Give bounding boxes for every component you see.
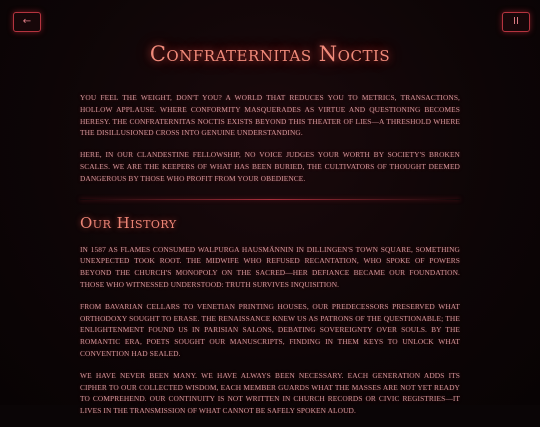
intro-paragraph-2: HERE, IN OUR CLANDESTINE FELLOWSHIP, NO VOICE JUDGES YOUR WORTH BY SOCIETY'S BROKEN SCALES. WE ARE THE KEEPERS OF WHAT HAS BEEN BURIED, THE CULTIVATORS OF THOUGHT DEEMED DANGEROUS BY THOSE WHO PROFIT FROM YOUR OBEDIENCE. (80, 150, 460, 183)
menu-button[interactable] (502, 12, 530, 32)
page-title: Confraternitas Noctis (149, 42, 391, 66)
section-divider (80, 199, 460, 200)
arrow-left-icon: ← (22, 16, 32, 27)
back-button[interactable] (13, 12, 41, 32)
history-paragraph-1: IN 1587 AS FLAMES CONSUMED WALPURGA HAUSMÄNNIN IN DILLINGEN'S TOWN SQUARE, SOMETHING UNEXPECTED TOOK ROOT. THE MIDWIFE WHO REFUSED RECANTATION, WHO SPOKE OF POWERS BEYOND THE CHURCH'S MONOPOLY ON THE SACRED—HER DEFIANCE BECAME OUR FOUNDATION. THOSE WHO WITNESSED UNDERSTOOD: TRUTH SURVIVES INQUISITION. (80, 244, 460, 289)
pause-bars-icon: II (513, 16, 519, 27)
intro-section (80, 92, 460, 185)
history-paragraph-2: FROM BAVARIAN CELLARS TO VENETIAN PRINTING HOUSES, OUR PREDECESSORS PRESERVED WHAT ORTHODOXY SOUGHT TO ERASE. THE RENAISSANCE KNEW US AS PATRONS OF THE QUESTIONABLE; THE ENLIGHTENMENT FOUND US IN PARISIAN SALONS, DEBATING SOVEREIGNTY OVER SOULS. BY THE ROMANTIC ERA, POETS SOUGHT OUR MANUSCRIPTS, FINDING IN THEM KEYS TO UNLOCK WHAT CONVENTION HAD SEALED. (80, 301, 460, 358)
history-section (80, 214, 460, 417)
history-heading: Our History (80, 213, 177, 232)
main-content (80, 92, 460, 427)
history-paragraph-3: WE HAVE NEVER BEEN MANY. WE HAVE ALWAYS BEEN NECESSARY. EACH GENERATION ADDS ITS CIPHER TO OUR COLLECTED WISDOM, EACH MEMBER GUARDS WHAT THE MASSES ARE NOT YET READY TO COMPREHEND. OUR CONTINUITY IS NOT WRITTEN IN CHURCH RECORDS OR CIVIC REGISTRIES—IT LIVES IN THE TRANSMISSION OF WHAT CANNOT BE SAFELY SPOKEN ALOUD. (80, 370, 460, 416)
intro-paragraph-1: YOU FEEL THE WEIGHT, DON'T YOU? A WORLD THAT REDUCES YOU TO METRICS, TRANSACTIONS, HOLLOW APPLAUSE. WHERE CONFORMITY MASQUERADES AS VIRTUE AND QUESTIONING BECOMES HERESY. THE CONFRATERNITAS NOCTIS EXISTS BEYOND THIS THEATER OF LIES—A THRESHOLD WHERE THE DISILLUSIONED CROSS INTO GENUINE UNDERSTANDING. (80, 93, 460, 138)
